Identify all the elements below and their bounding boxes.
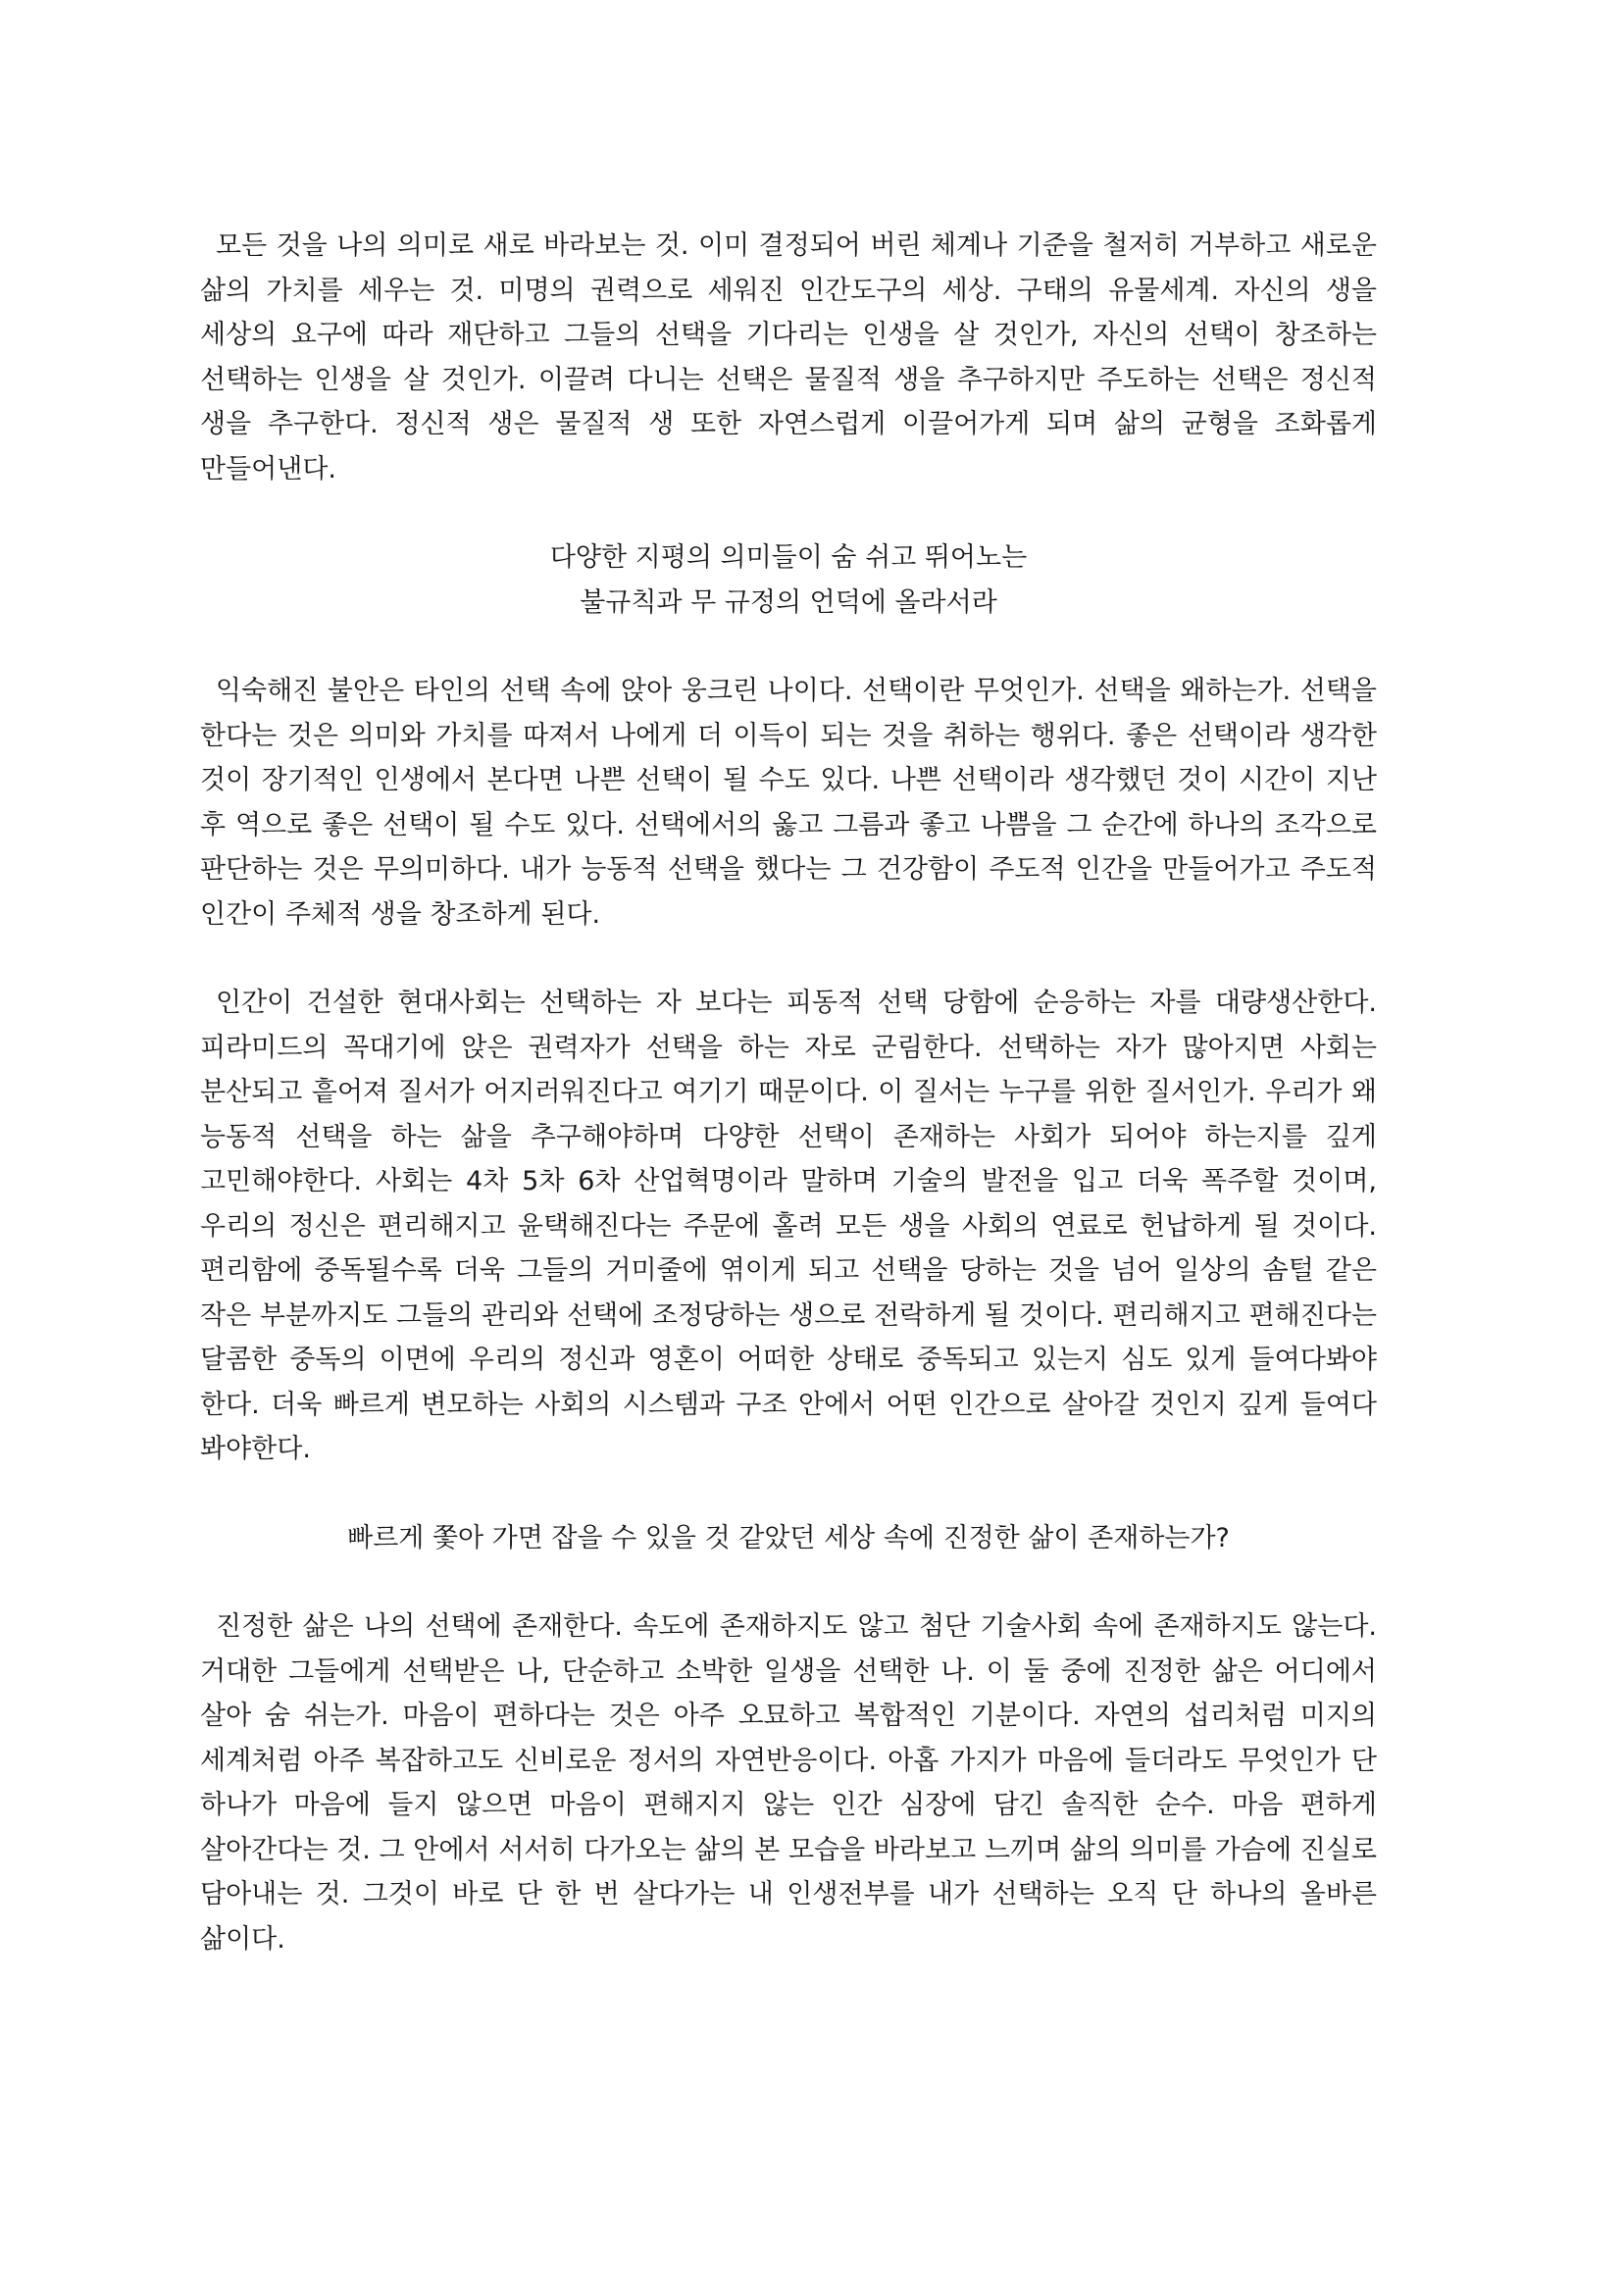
paragraph-3: 인간이 건설한 현대사회는 선택하는 자 보다는 피동적 선택 당함에 순응하는 자를 대량생산한다. 피라미드의 꼭대기에 앉은 권력자가 선택을 하는 자로 군림한다. 선택하는 자가 많아지면 사회는 분산되고 흩어져 질서가 어지러워진다고 여기기 때문이다. 이 질서는 누구를 위한 질서인가. 우리가 왜 능동적 선택을 하는 삶을 추구해야하며 다양한 선택이 존재하는 사회가 되어야 하는지를 깊게 고민해야한다. 사회는 4차 5차 6차 산업혁명이라 말하며 기술의 발전을 입고 더욱 폭주할 것이며, 우리의 정신은 편리해지고 윤택해진다는 주문에 홀려 모든 생을 사회의 연료로 헌납하게 될 것이다. 편리함에 중독될수록 더욱 그들의 거미줄에 엮이게 되고 선택을 당하는 것을 넘어 일상의 솜털 같은 작은 부분까지도 그들의 관리와 선택에 조정당하는 생으로 전락하게 될 것이다. 편리해지고 편해진다는 달콤한 중독의 이면에 우리의 정신과 영혼이 어떠한 상태로 중독되고 있는지 심도 있게 들여다봐야 한다. 더욱 빠르게 변모하는 사회의 시스템과 구조 안에서 어떤 인간으로 살아갈 것인지 깊게 들여다 봐야한다. — [200, 988, 1377, 1464]
quote-1-line-2: 불규칙과 무 규정의 언덕에 올라서라 — [580, 586, 997, 618]
paragraph-2: 익숙해진 불안은 타인의 선택 속에 앉아 웅크린 나이다. 선택이란 무엇인가. 선택을 왜하는가. 선택을 한다는 것은 의미와 가치를 따져서 나에게 더 이득이 되는 것을 취하는 행위다. 좋은 선택이라 생각한 것이 장기적인 인생에서 본다면 나쁜 선택이 될 수도 있다. 나쁜 선택이라 생각했던 것이 시간이 지난 후 역으로 좋은 선택이 될 수도 있다. 선택에서의 옳고 그름과 좋고 나쁨을 그 순간에 하나의 조각으로 판단하는 것은 무의미하다. 내가 능동적 선택을 했다는 그 건강함이 주도적 인간을 만들어가고 주도적 인간이 주체적 생을 창조하게 된다. — [200, 676, 1377, 930]
centered-quote-2: 빠르게 쫓아 가면 잡을 수 있을 것 같았던 세상 속에 진정한 삶이 존재하는가? — [347, 1522, 1230, 1553]
paragraph-gap — [200, 1472, 1377, 1516]
paragraph-4: 진정한 삶은 나의 선택에 존재한다. 속도에 존재하지도 않고 첨단 기술사회 속에 존재하지도 않는다. 거대한 그들에게 선택받은 나, 단순하고 소박한 일생을 선택한 나. 이 둘 중에 진정한 삶은 어디에서 살아 숨 쉬는가. 마음이 편하다는 것은 아주 오묘하고 복합적인 기분이다. 자연의 섭리처럼 미지의 세계처럼 아주 복잡하고도 신비로운 정서의 자연반응이다. 아홉 가지가 마음에 들더라도 무엇인가 단 하나가 마음에 들지 않으면 마음이 편해지지 않는 인간 심장에 담긴 솔직한 순수. 마음 편하게 살아간다는 것. 그 안에서 서서히 다가오는 삶의 본 모습을 바라보고 느끼며 삶의 의미를 가슴에 진실로 담아내는 것. 그것이 바로 단 한 번 살다가는 내 인생전부를 내가 선택하는 오직 단 하나의 올바른 삶이다. — [200, 1611, 1377, 1955]
document-body — [200, 224, 1377, 1961]
paragraph-gap — [200, 937, 1377, 981]
paragraph-1: 모든 것을 나의 의미로 새로 바라보는 것. 이미 결정되어 버린 체계나 기준을 철저히 거부하고 새로운 삶의 가치를 세우는 것. 미명의 권력으로 세워진 인간도구의 세상. 구태의 유물세계. 자신의 생을 세상의 요구에 따라 재단하고 그들의 선택을 기다리는 인생을 살 것인가, 자신의 선택이 창조하는 선택하는 인생을 살 것인가. 이끌려 다니는 선택은 물질적 생을 추구하지만 주도하는 선택은 정신적 생을 추구한다. 정신적 생은 물질적 생 또한 자연스럽게 이끌어가게 되며 삶의 균형을 조화롭게 만들어낸다. — [200, 230, 1377, 484]
quote-1-line-1: 다양한 지평의 의미들이 숨 쉬고 뛰어노는 — [549, 542, 1028, 573]
paragraph-gap — [200, 491, 1377, 535]
paragraph-gap — [200, 625, 1377, 669]
paragraph-gap — [200, 1560, 1377, 1604]
centered-quote-1 — [200, 535, 1377, 625]
